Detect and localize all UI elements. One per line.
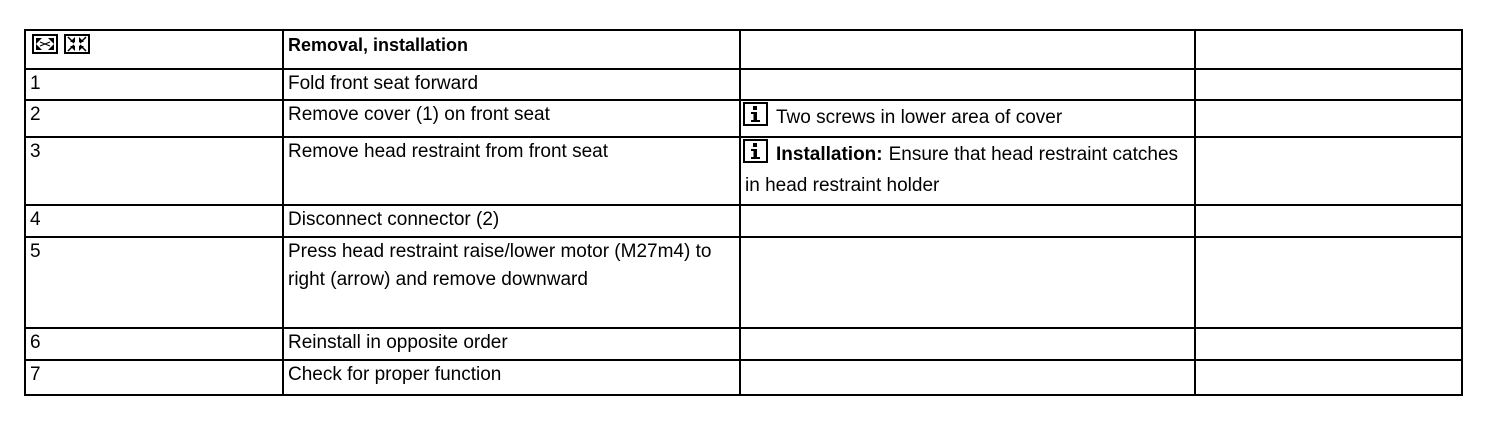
empty-cell: [1195, 100, 1462, 137]
step-text: Disconnect connector (2): [283, 205, 740, 237]
step-note: [740, 205, 1195, 237]
step-text: Remove head restraint from front seat: [283, 137, 740, 205]
note-text: Ensure that head restraint catches in head restraint holder: [745, 144, 1179, 196]
empty-cell: [1195, 137, 1462, 205]
step-text: Reinstall in opposite order: [283, 328, 740, 360]
step-text: Check for proper function: [283, 360, 740, 395]
step-text: Fold front seat forward: [283, 69, 740, 100]
empty-cell: [1195, 205, 1462, 237]
step-note: [740, 100, 1195, 137]
step-number: 4: [25, 205, 283, 237]
table-row: [25, 100, 1462, 137]
empty-cell: [1195, 237, 1462, 328]
step-note: [740, 328, 1195, 360]
info-icon[interactable]: [743, 102, 768, 135]
table-row: [25, 137, 1462, 205]
expand-icon[interactable]: [32, 34, 58, 54]
procedure-table: [24, 29, 1463, 396]
table-row: [25, 69, 1462, 100]
header-icons-cell: [25, 30, 283, 69]
table-row: [25, 237, 1462, 328]
step-note: [740, 237, 1195, 328]
step-note: [740, 137, 1195, 205]
step-text: Remove cover (1) on front seat: [283, 100, 740, 137]
note-label: Installation:: [776, 144, 883, 165]
empty-cell: [1195, 69, 1462, 100]
step-number: 1: [25, 69, 283, 100]
table-row: [25, 360, 1462, 395]
table-header-row: [25, 30, 1462, 69]
header-title-cell: [283, 30, 740, 69]
info-icon[interactable]: [743, 139, 768, 172]
section-title: Removal, installation: [288, 35, 469, 55]
step-number: 7: [25, 360, 283, 395]
step-text: Press head restraint raise/lower motor (M27m4) to right (arrow) and remove downward: [283, 237, 740, 328]
note-text: Two screws in lower area of cover: [776, 107, 1063, 128]
empty-cell: [1195, 360, 1462, 395]
step-number: 6: [25, 328, 283, 360]
header-empty-cell: [1195, 30, 1462, 69]
step-number: 2: [25, 100, 283, 137]
step-note: [740, 360, 1195, 395]
step-note: [740, 69, 1195, 100]
table-row: [25, 328, 1462, 360]
table-row: [25, 205, 1462, 237]
empty-cell: [1195, 328, 1462, 360]
step-number: 5: [25, 237, 283, 328]
step-number: 3: [25, 137, 283, 205]
collapse-icon[interactable]: [64, 34, 90, 54]
header-empty-cell: [740, 30, 1195, 69]
